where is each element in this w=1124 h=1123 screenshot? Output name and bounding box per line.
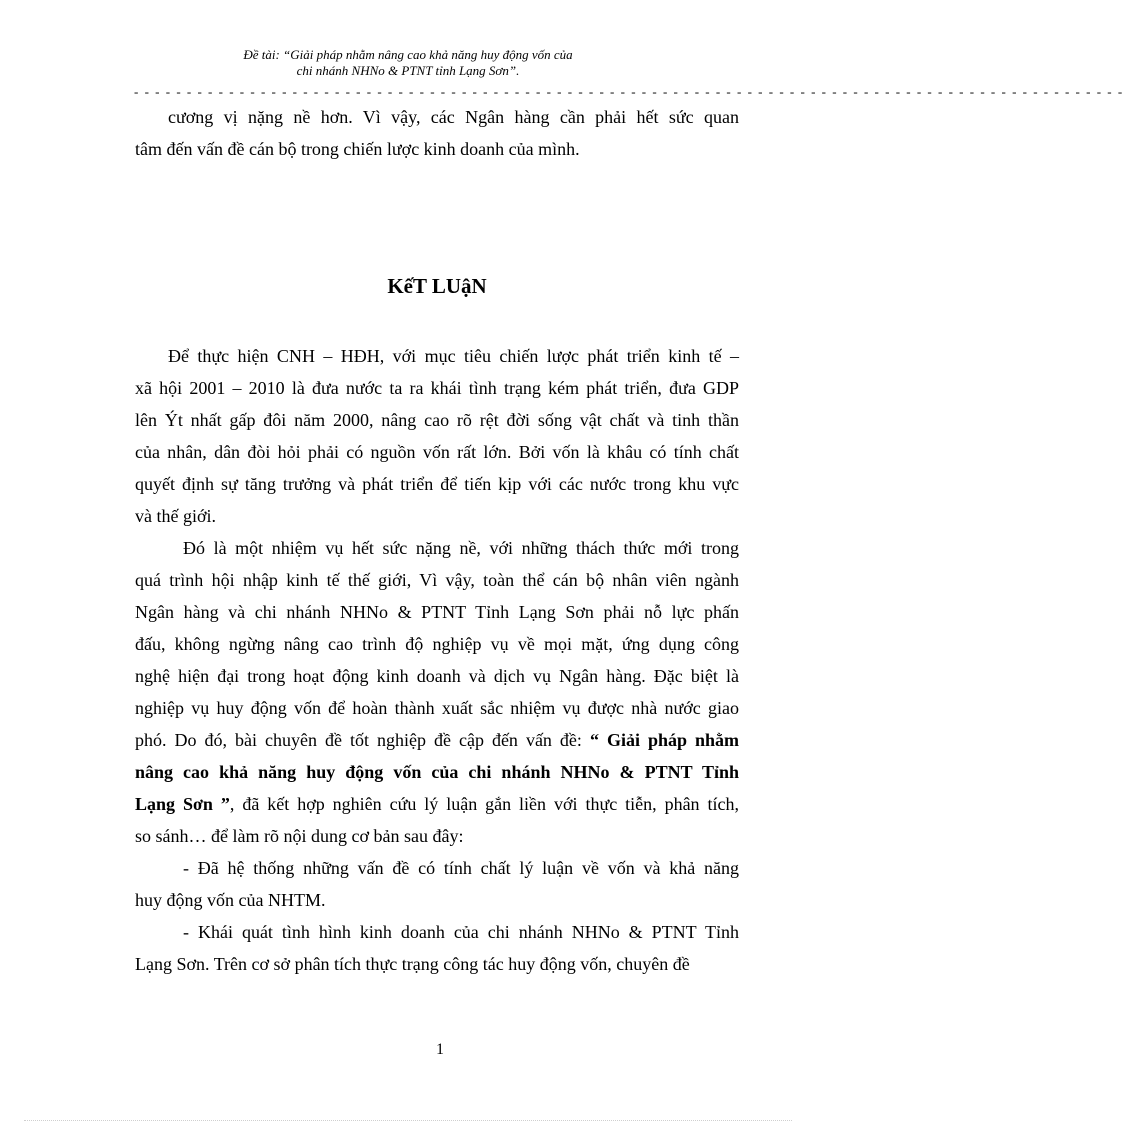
bullet-2-line-1: - Khái quát tình hình kinh doanh của chi nhánh NHNo & PTNT Tỉnh [183, 922, 739, 942]
bullet-1-line-1: - Đã hệ thống những vấn đề có tính chất lý luận về vốn và khả năng [183, 858, 739, 878]
bullet-1-line-2: huy động vốn của NHTM. [135, 890, 326, 910]
header-title-line-1: Đề tài: “Giải pháp nhằm nâng cao khả năng huy động vốn của [243, 47, 573, 62]
paragraph-2-line-3: Ngân hàng và chi nhánh NHNo & PTNT Tỉnh Lạng Sơn phải nỗ lực phấn [135, 602, 739, 622]
paragraph-2-line-6: nghiệp vụ huy động vốn để hoàn thành xuất sắc nhiệm vụ được nhà nước giao [135, 698, 739, 718]
top-paragraph-line-1: cương vị nặng nề hơn. Vì vậy, các Ngân hàng cần phải hết sức quan [168, 107, 739, 127]
conclusion-body [135, 340, 739, 980]
paragraph-2-line-7 [135, 724, 739, 756]
paragraph-2-line-4: đấu, không ngừng nâng cao trình độ nghiệp vụ về mọi mặt, ứng dụng công [135, 634, 739, 654]
paragraph-2-line-9 [135, 788, 739, 820]
paragraph-2-line-7-text: phó. Do đó, bài chuyên đề tốt nghiệp đề cập đến vấn đề: [135, 730, 590, 750]
header-separator: - - - - - - - - - - - - - - - - - - - - - - - - - - - - - - - - - - - - - - - - - - - - - - - - - - - - - - - - - - - - - - - - - - - - - - - - - - - - - - - - - - - - - - - - - - - - - - [134, 84, 1124, 99]
page-bottom-divider [24, 1120, 792, 1121]
header-title-line-2: chi nhánh NHNo & PTNT tỉnh Lạng Sơn”. [296, 63, 520, 78]
document-body [135, 101, 739, 165]
page-number: 1 [436, 1041, 444, 1058]
paragraph-2-line-1: Đó là một nhiệm vụ hết sức nặng nề, với những thách thức mới trong [183, 538, 739, 558]
section-heading: KếT LUậN [387, 274, 487, 298]
paragraph-2-line-10: so sánh… để làm rõ nội dung cơ bản sau đây: [135, 826, 464, 846]
paragraph-1-line-3: lên Ýt nhất gấp đôi năm 2000, nâng cao rõ rệt đời sống vật chất và tinh thần [135, 410, 739, 430]
thesis-title-middle: nâng cao khả năng huy động vốn của chi nhánh NHNo & PTNT Tỉnh [135, 762, 739, 782]
paragraph-1-line-6: và thế giới. [135, 506, 216, 526]
paragraph-2-line-9-text: , đã kết hợp nghiên cứu lý luận gắn liền với thực tiễn, phân tích, [229, 794, 739, 814]
paragraph-2-line-2: quá trình hội nhập kinh tế thế giới, Vì vậy, toàn thể cán bộ nhân viên ngành [135, 570, 739, 590]
paragraph-2-line-5: nghệ hiện đại trong hoạt động kinh doanh và dịch vụ Ngân hàng. Đặc biệt là [135, 666, 739, 686]
top-paragraph-line-2: tâm đến vấn đề cán bộ trong chiến lược kinh doanh của mình. [135, 139, 580, 159]
paragraph-1-line-1: Để thực hiện CNH – HĐH, với mục tiêu chiến lược phát triển kinh tế – [168, 346, 739, 366]
paragraph-1-line-5: quyết định sự tăng trưởng và phát triển để tiến kịp với các nước trong khu vực [135, 474, 739, 494]
thesis-title-start: “ Giải pháp nhằm [589, 730, 739, 750]
thesis-title-end: Lạng Sơn ” [135, 794, 230, 814]
bullet-2-line-2: Lạng Sơn. Trên cơ sở phân tích thực trạng công tác huy động vốn, chuyên đề [135, 954, 690, 974]
paragraph-1-line-2: xã hội 2001 – 2010 là đưa nước ta ra khái tình trạng kém phát triển, đưa GDP [135, 378, 739, 398]
page-header [0, 47, 816, 79]
paragraph-1-line-4: của nhân, dân đòi hỏi phải có nguồn vốn rất lớn. Bởi vốn là khâu có tính chất [135, 442, 739, 462]
